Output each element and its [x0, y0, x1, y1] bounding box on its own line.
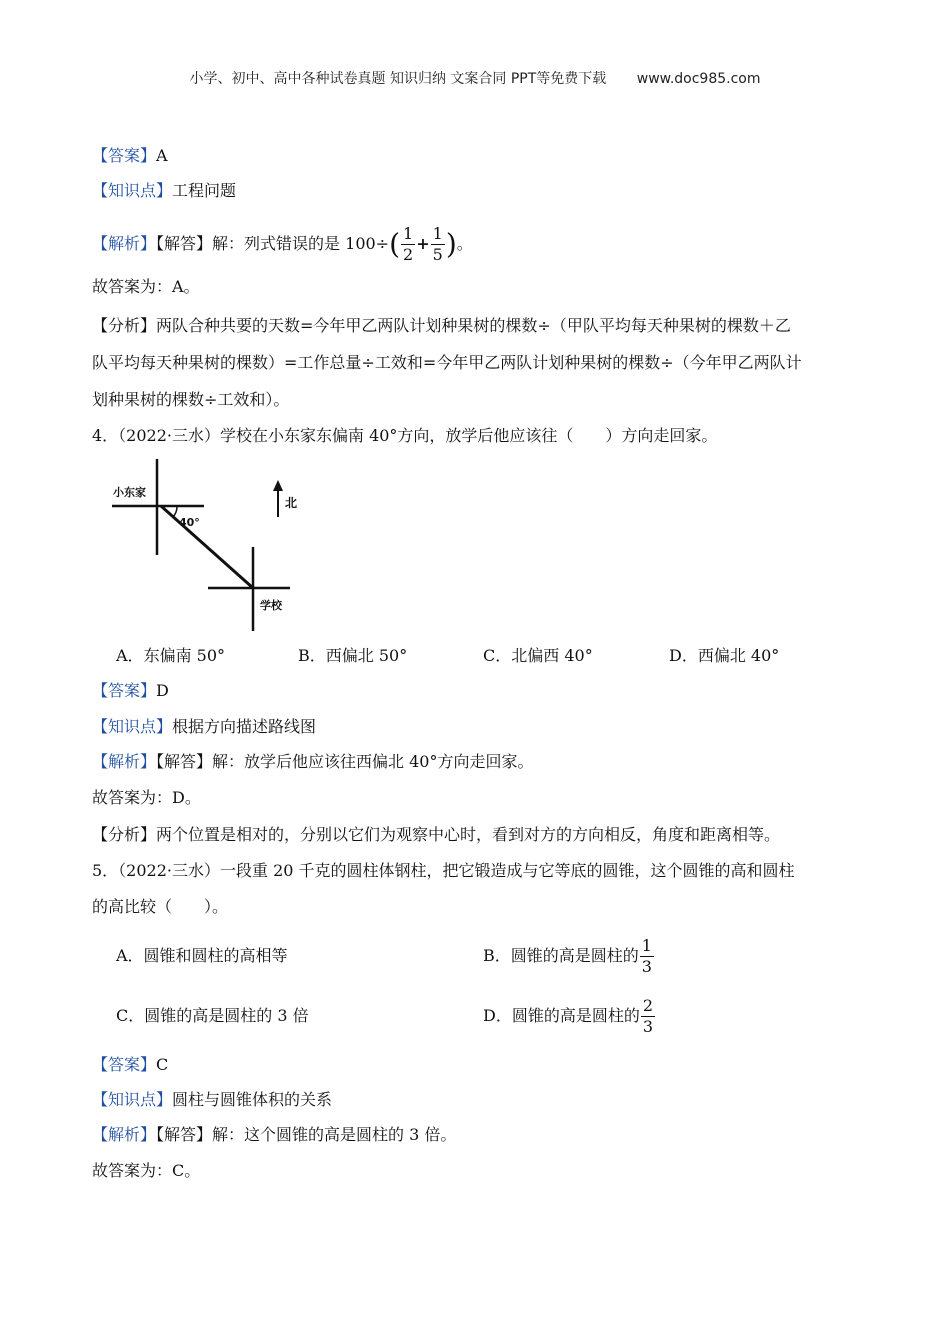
- fenxi-text-1: 两队合种共要的天数=今年甲乙两队计划种果树的棵数÷（甲队平均每天种果树的棵数＋乙: [156, 316, 791, 335]
- fenxi-tag: 【分析】: [92, 316, 157, 335]
- solve-text: 解：放学后他应该往西偏北 40°方向走回家。: [212, 752, 534, 771]
- q5-option-b[interactable]: B．圆锥的高是圆柱的 $\frac{1}{3}$: [483, 936, 652, 976]
- q5-knowledge: [92, 1088, 332, 1112]
- q5-option-d[interactable]: D．圆锥的高是圆柱的 $\frac{2}{3}$: [483, 996, 654, 1036]
- q4-option-d[interactable]: D．西偏北 40°: [669, 646, 780, 665]
- answer-tag: 【答案】: [92, 146, 157, 165]
- school-label: 学校: [260, 599, 282, 612]
- fraction-2-3: $\frac{2}{3}$: [642, 996, 654, 1036]
- knowledge-tag: 【知识点】: [92, 181, 173, 200]
- header-url[interactable]: www.doc985.com: [636, 71, 761, 87]
- q3-analysis: 【解析】【解答】解：列式错误的是 100÷( $\frac{1}{2}$ + $\frac{1}{5}$ )。: [92, 224, 473, 264]
- knowledge-value: 圆柱与圆锥体积的关系: [172, 1090, 333, 1109]
- fenxi-tag: 【分析】: [92, 825, 157, 844]
- q4-option-c[interactable]: C．北偏西 40°: [483, 646, 593, 665]
- answer-value: C: [156, 1055, 169, 1074]
- q5-conclusion: 故答案为：C。: [92, 1161, 201, 1180]
- knowledge-tag: 【知识点】: [92, 1090, 173, 1109]
- fenxi-text: 两个位置是相对的，分别以它们为观察中心时，看到对方的方向相反，角度和距离相等。: [156, 825, 781, 844]
- answer-tag: 【答案】: [92, 1055, 157, 1074]
- solve-tag: 【解答】: [156, 234, 213, 253]
- solve-tag: 【解答】: [156, 752, 213, 771]
- solve-text: 解：列式错误的是: [212, 234, 341, 253]
- q5-answer: [92, 1053, 168, 1077]
- knowledge-tag: 【知识点】: [92, 717, 173, 736]
- q4-question: 4．（2022·三水）学校在小东家东偏南 40°方向，放学后他应该往（ ）方向走回家。: [92, 426, 718, 445]
- q4-analysis: [92, 750, 533, 774]
- q4-answer: [92, 679, 169, 703]
- answer-value: A: [156, 146, 168, 165]
- q5-option-c[interactable]: C．圆锥的高是圆柱的 3 倍: [116, 1006, 309, 1025]
- expr-suffix: 。: [456, 234, 473, 253]
- knowledge-value: 工程问题: [172, 181, 237, 200]
- q3-answer: [92, 144, 168, 168]
- answer-tag: 【答案】: [92, 681, 157, 700]
- q3-fenxi-1: [92, 314, 791, 338]
- q4-option-a[interactable]: A．东偏南 50°: [116, 646, 226, 665]
- solve-text: 解：这个圆锥的高是圆柱的 3 倍。: [212, 1125, 457, 1144]
- answer-value: D: [156, 681, 169, 700]
- fraction-1-5: $\frac{1}{5}$: [432, 224, 443, 264]
- q3-fenxi-2: 队平均每天种果树的棵数）=工作总量÷工效和=今年甲乙两队计划种果树的棵数÷（今年甲乙两队计: [92, 353, 802, 372]
- page-header: [0, 68, 950, 88]
- home-label: 小东家: [113, 486, 146, 499]
- q3-conclusion: 故答案为：A。: [92, 277, 200, 296]
- q5-analysis: [92, 1123, 456, 1147]
- analysis-tag: 【解析】: [92, 234, 157, 253]
- q3-knowledge: [92, 179, 236, 203]
- analysis-tag: 【解析】: [92, 1125, 157, 1144]
- fraction-1-3: $\frac{1}{3}$: [641, 936, 652, 976]
- q4-conclusion: 故答案为：D。: [92, 788, 201, 807]
- q4-fenxi: [92, 823, 780, 847]
- q3-fenxi-3: 划种果树的棵数÷工效和）。: [92, 390, 290, 409]
- q4-knowledge: [92, 715, 316, 739]
- analysis-tag: 【解析】: [92, 752, 157, 771]
- q4-option-b[interactable]: B．西偏北 50°: [298, 646, 408, 665]
- direction-diagram: [110, 455, 300, 633]
- angle-label: 40°: [179, 516, 200, 529]
- fraction-1-2: $\frac{1}{2}$: [403, 224, 414, 264]
- q5-option-a[interactable]: A．圆锥和圆柱的高相等: [116, 946, 288, 965]
- plus-sign: +: [416, 234, 430, 253]
- solve-tag: 【解答】: [156, 1125, 213, 1144]
- q5-question-1: 5．（2022·三水）一段重 20 千克的圆柱体钢柱，把它锻造成与它等底的圆锥，这个圆锥的高和圆柱: [92, 861, 795, 880]
- q5-question-2: 的高比较（ ）。: [92, 897, 229, 916]
- expr-prefix: 100÷: [345, 234, 390, 253]
- header-text: 小学、初中、高中各种试卷真题 知识归纳 文案合同 PPT等免费下载: [189, 71, 607, 87]
- north-label: 北: [285, 496, 298, 510]
- knowledge-value: 根据方向描述路线图: [172, 717, 317, 736]
